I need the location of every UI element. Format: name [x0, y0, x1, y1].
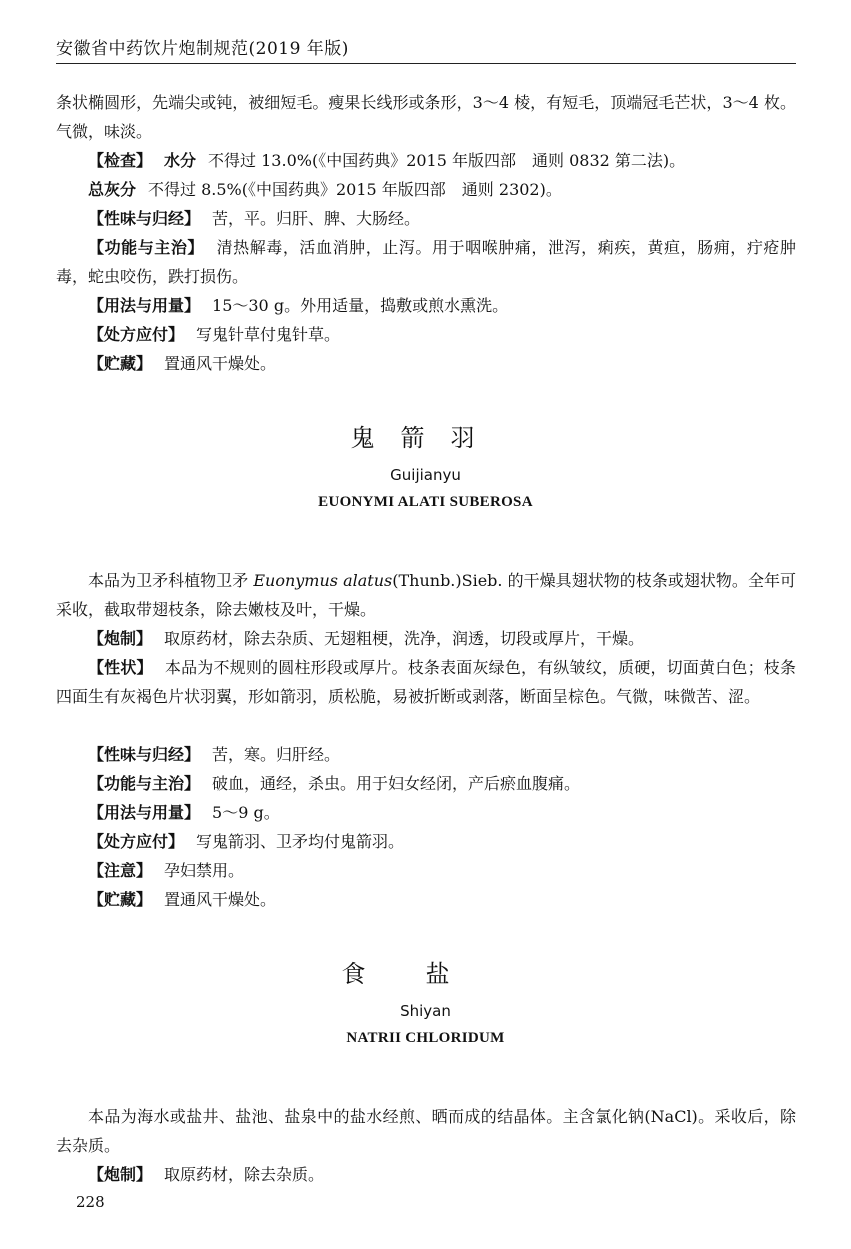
prev-usage-paragraph — [56, 291, 796, 320]
rx-text: 写鬼针草付鬼针草。 — [196, 325, 341, 344]
ash-text: 不得过 8.5%(《中国药典》2015 年版四部 通则 2302)。 — [148, 180, 562, 199]
entry-latin-shiyan: NATRII CHLORIDUM — [346, 1030, 505, 1046]
storage-text: 置通风干燥处。 — [164, 890, 277, 909]
rx-label: 【处方应付】 — [88, 325, 185, 344]
prev-rx-paragraph — [56, 320, 796, 349]
storage-text: 置通风干燥处。 — [164, 354, 277, 373]
prev-storage-paragraph — [56, 349, 796, 378]
entry-pinyin-guijianyu: Guijianyu — [390, 466, 461, 484]
header-rule — [56, 63, 796, 64]
function-label: 【功能与主治】 — [88, 774, 201, 793]
rx-label: 【处方应付】 — [88, 832, 185, 851]
nature-label: 【性味与归经】 — [88, 745, 201, 764]
usage-text: 5～9 g。 — [212, 803, 280, 822]
prev-ash-paragraph — [56, 175, 796, 204]
guijianyu-rx-paragraph — [56, 827, 796, 856]
guijianyu-usage-paragraph — [56, 798, 796, 827]
entry-pinyin-shiyan: Shiyan — [400, 1002, 451, 1020]
prev-function-paragraph — [56, 233, 796, 291]
guijianyu-storage-paragraph — [56, 885, 796, 914]
shiyan-intro-paragraph: 本品为海水或盐井、盐池、盐泉中的盐水经煎、晒而成的结晶体。主含氯化钠(NaCl)。采收后，除去杂质。 — [56, 1107, 796, 1155]
usage-label: 【用法与用量】 — [88, 296, 201, 315]
page-number: 228 — [76, 1193, 105, 1211]
guijianyu-intro-paragraph — [56, 566, 796, 624]
storage-label: 【贮藏】 — [88, 354, 153, 373]
entry-latin-guijianyu: EUONYMI ALATI SUBEROSA — [318, 494, 533, 510]
prev-nature-paragraph — [56, 204, 796, 233]
ash-label: 总灰分 — [88, 180, 137, 199]
storage-label: 【贮藏】 — [88, 890, 153, 909]
intro-post: (Thunb.)Sieb. 的干燥具翅状物的枝条或翅状物。全年可采收，截取带翅枝条，除去嫩枝及叶，干燥。 — [56, 571, 796, 619]
guijianyu-nature-paragraph — [56, 740, 796, 769]
nature-text: 苦，平。归肝、脾、大肠经。 — [212, 209, 421, 228]
species-name: Euonymus alatus — [253, 571, 393, 590]
function-text: 破血，通经，杀虫。用于妇女经闭，产后瘀血腹痛。 — [212, 774, 581, 793]
character-label: 【性状】 — [88, 658, 153, 677]
caution-text: 孕妇禁用。 — [164, 861, 245, 880]
nature-label: 【性味与归经】 — [88, 209, 201, 228]
rx-text: 写鬼箭羽、卫矛均付鬼箭羽。 — [196, 832, 405, 851]
function-label: 【功能与主治】 — [88, 238, 204, 257]
shiyan-process-paragraph — [56, 1160, 796, 1189]
guijianyu-character-paragraph — [56, 653, 796, 711]
process-text: 取原药材，除去杂质、无翅粗梗，洗净，润透，切段或厚片，干燥。 — [164, 629, 645, 648]
prev-entry-continuation: 条状椭圆形，先端尖或钝，被细短毛。瘦果长线形或条形，3～4 棱，有短毛，顶端冠毛芒状，3～4 枚。气微，味淡。 — [56, 93, 796, 141]
process-label: 【炮制】 — [88, 629, 153, 648]
guijianyu-function-paragraph — [56, 769, 796, 798]
entry-title-shiyan: 食盐 — [341, 960, 510, 988]
process-text: 取原药材，除去杂质。 — [164, 1165, 325, 1184]
intro-pre: 本品为卫矛科植物卫矛 — [88, 571, 254, 590]
function-text: 清热解毒，活血消肿，止泻。用于咽喉肿痛，泄泻，痢疾，黄疸，肠痈，疔疮肿毒，蛇虫咬伤，跌打损伤。 — [56, 238, 796, 286]
usage-text: 15～30 g。外用适量，捣敷或煎水熏洗。 — [212, 296, 509, 315]
running-title: 安徽省中药饮片炮制规范(2019 年版) — [56, 39, 349, 59]
caution-label: 【注意】 — [88, 861, 153, 880]
check-label: 【检查】 — [88, 151, 153, 170]
prev-check-paragraph — [56, 146, 796, 175]
usage-label: 【用法与用量】 — [88, 803, 201, 822]
guijianyu-process-paragraph — [56, 624, 796, 653]
moisture-label: 水分 — [164, 151, 197, 170]
character-text: 本品为不规则的圆柱形段或厚片。枝条表面灰绿色，有纵皱纹，质硬，切面黄白色；枝条四面生有灰褐色片状羽翼，形如箭羽，质松脆，易被折断或剥落，断面呈棕色。气微，味微苦、涩。 — [56, 658, 796, 706]
entry-title-guijianyu: 鬼箭羽 — [350, 424, 501, 452]
moisture-text: 不得过 13.0%(《中国药典》2015 年版四部 通则 0832 第二法)。 — [208, 151, 686, 170]
guijianyu-caution-paragraph — [56, 856, 796, 885]
nature-text: 苦，寒。归肝经。 — [212, 745, 341, 764]
process-label: 【炮制】 — [88, 1165, 153, 1184]
